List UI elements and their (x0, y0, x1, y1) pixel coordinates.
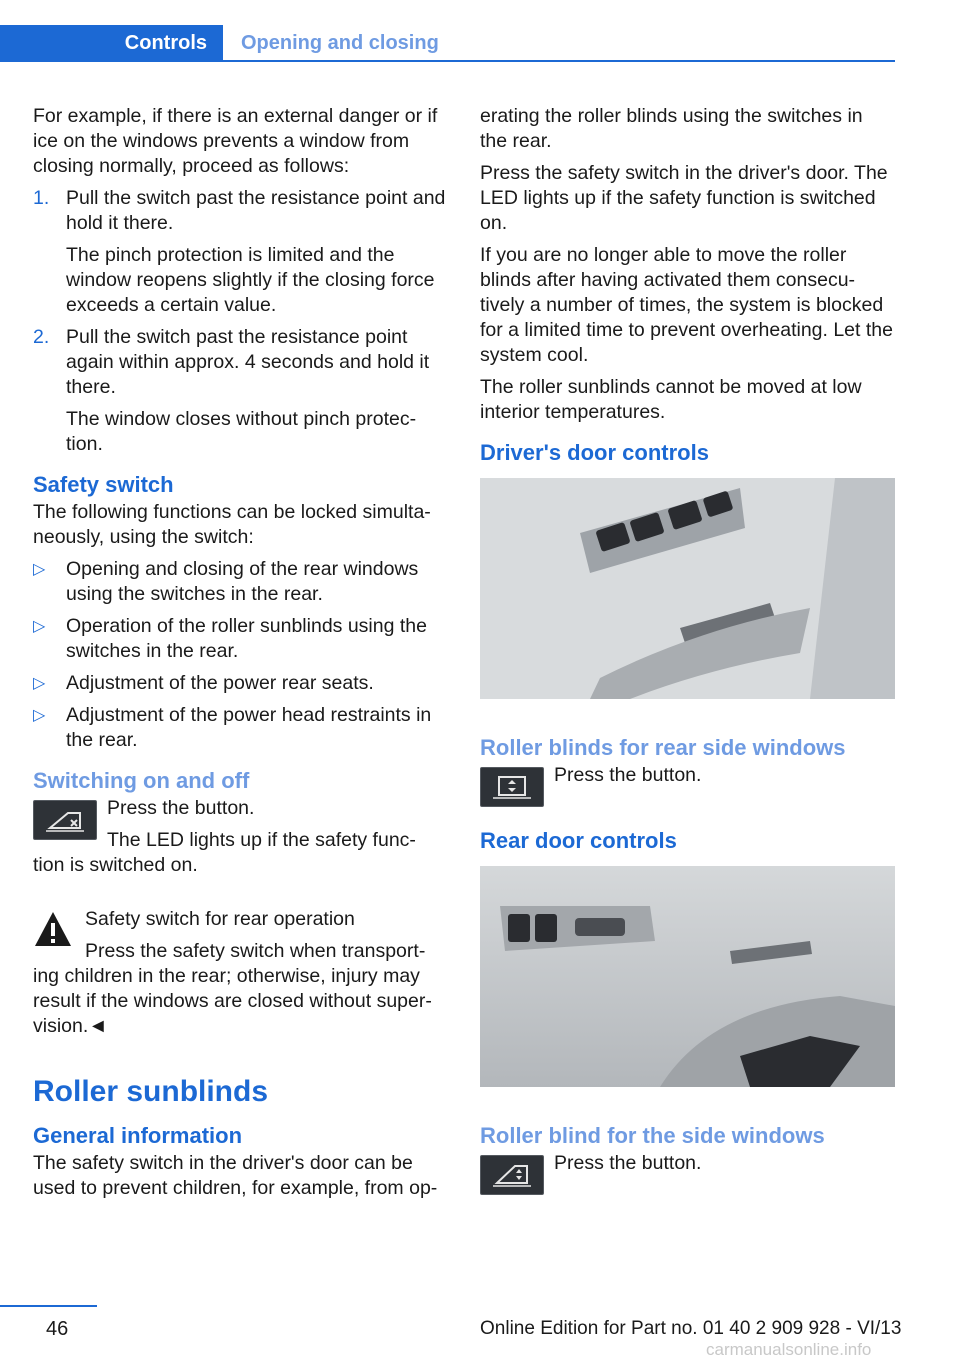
watermark: carmanualsonline.info (706, 1340, 872, 1359)
list-item-text: Adjustment of the power head restraints in the rear. (66, 704, 432, 751)
right-column (480, 104, 895, 1201)
roller-blind-rear-button-icon (480, 767, 544, 807)
safety-switch-heading: Safety switch (33, 472, 174, 497)
bullet-arrow-icon: ▷ (33, 561, 46, 578)
safety-switch-paragraph: Press the safety switch in the driver's door. The LED lights up if the safety function is switched on. (480, 162, 888, 234)
list-item (33, 614, 447, 664)
warning-title: Safety switch for rear operation (85, 908, 355, 930)
roller-sunblinds-heading: Roller sunblinds (33, 1075, 269, 1108)
overheating-paragraph: If you are no longer able to move the roller blinds after having activated them consecu-tively a number of times, the system is blocked for a limited time to prevent overheating. Let the system cool. (480, 244, 893, 366)
page-number: 46 (46, 1318, 69, 1340)
rear-side-press-text: Press the button. (554, 764, 702, 786)
step-number: 2. (33, 326, 50, 348)
switching-press-text: Press the button. (107, 797, 255, 819)
bullet-arrow-icon: ▷ (33, 675, 46, 692)
page-header (0, 25, 895, 62)
switching-block (33, 796, 447, 885)
safety-switch-button-icon (33, 800, 97, 840)
list-item-text: Opening and closing of the rear windows using the switches in the rear. (66, 558, 419, 605)
warning-text: Press the safety switch when transport-ing children in the rear; otherwise, injury may result if the windows are closed without super-vision.◄ (33, 940, 432, 1037)
step-item (33, 186, 447, 318)
step-text: Pull the switch past the resistance point and hold it there. (66, 187, 446, 234)
general-information-text: The safety switch in the driver's door can be used to prevent children, for example, from op- (33, 1152, 438, 1199)
general-information-heading: General information (33, 1123, 243, 1148)
step-text: Pull the switch past the resistance point again within approx. 4 seconds and hold it there. (66, 326, 430, 398)
step-item (33, 325, 447, 457)
step-note: The window closes without pinch protec-tion. (66, 408, 417, 455)
warning-triangle-icon (33, 909, 73, 949)
rear-door-heading: Rear door controls (480, 828, 677, 853)
drivers-door-photo (480, 478, 895, 699)
low-temperature-paragraph: The roller sunblinds cannot be moved at low interior temperatures. (480, 376, 862, 423)
footer-rule (0, 1305, 97, 1307)
side-windows-press-text: Press the button. (554, 1152, 702, 1174)
bullet-arrow-icon: ▷ (33, 618, 46, 635)
left-column (33, 104, 447, 1208)
list-item (33, 671, 447, 696)
list-item-text: Adjustment of the power rear seats. (66, 672, 374, 694)
switching-led-text: The LED lights up if the safety func-tion is switched on. (33, 829, 416, 876)
roller-blind-side-button-icon (480, 1155, 544, 1195)
list-item (33, 703, 447, 753)
side-windows-block (480, 1151, 895, 1201)
rear-door-photo (480, 866, 895, 1087)
side-windows-heading: Roller blind for the side windows (480, 1123, 825, 1148)
chapter-tab[interactable]: Controls (0, 25, 223, 62)
rear-side-windows-heading: Roller blinds for rear side windows (480, 735, 846, 760)
list-item-text: Operation of the roller sunblinds using the switches in the rear. (66, 615, 427, 662)
safety-intro: The following functions can be locked simulta-neously, using the switch: (33, 501, 431, 548)
list-item (33, 557, 447, 607)
step-note: The pinch protection is limited and the window reopens slightly if the closing force exceeds a certain value. (66, 244, 435, 316)
drivers-door-heading: Driver's door controls (480, 440, 709, 465)
intro-paragraph: For example, if there is an external danger or if ice on the windows prevents a window from closing normally, proceed as follows: (33, 105, 438, 177)
section-tab[interactable]: Opening and closing (241, 32, 439, 54)
edition-text: Online Edition for Part no. 01 40 2 909 928 - VI/13 (480, 1318, 902, 1339)
bullet-arrow-icon: ▷ (33, 707, 46, 724)
step-number: 1. (33, 187, 50, 209)
rear-side-block (480, 763, 895, 813)
switching-heading: Switching on and off (33, 768, 250, 793)
warning-block (33, 907, 447, 1046)
continued-paragraph: erating the roller blinds using the switches in the rear. (480, 105, 863, 152)
